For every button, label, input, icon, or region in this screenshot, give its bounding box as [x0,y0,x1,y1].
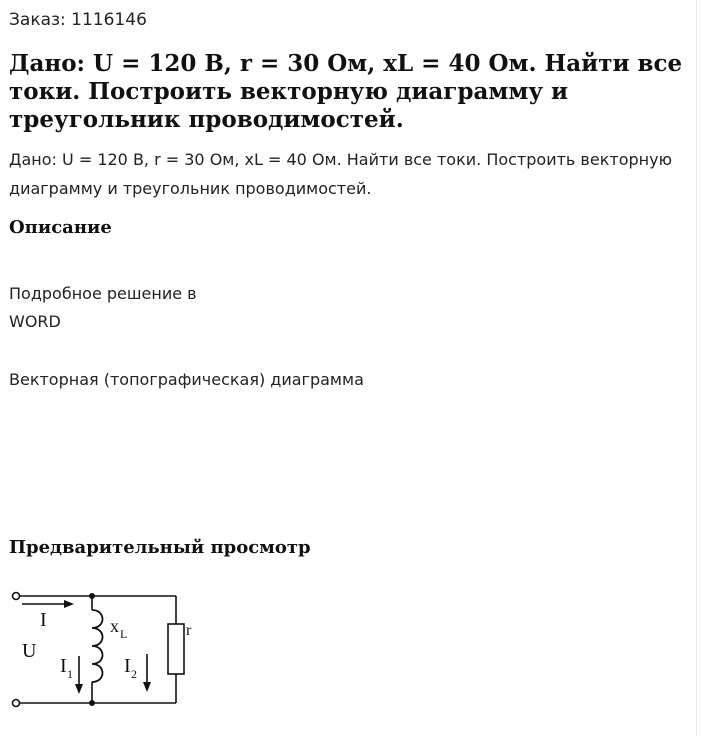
preview-heading: Предварительный просмотр [9,537,311,558]
solution-format: WORD [9,312,61,331]
current-1-subscript: 1 [67,667,73,681]
reactance-subscript: L [120,627,128,641]
circuit-preview [0,580,260,730]
circuit-diagram [0,580,260,730]
current-total-label: I [40,609,47,631]
inductor-coil-icon [92,610,103,682]
resistance-label: r [186,622,192,639]
voltage-label: U [22,640,37,662]
current-2-arrowhead [143,682,151,692]
task-description: Дано: U = 120 В, r = 30 Ом, xL = 40 Ом. Найти все токи. Построить векторную диаграмму и треугольник проводимостей. [9,150,673,198]
current-total-arrowhead [64,600,74,608]
description-heading: Описание [9,217,112,238]
current-1-arrowhead [75,684,83,694]
current-1-label: I [60,655,67,677]
order-number: Заказ: 1116146 [9,10,147,30]
diagram-note: Векторная (топографическая) диаграмма [9,370,364,389]
current-2-subscript: 2 [131,667,137,681]
page-title: Дано: U = 120 В, r = 30 Ом, xL = 40 Ом. Найти все токи. Построить векторную диаграмму и треугольник проводимостей. [9,50,683,133]
solution-note-line: Подробное решение в [9,284,197,303]
terminal-top [13,593,20,600]
current-2-label: I [124,655,131,677]
reactance-label: x [110,616,119,636]
terminal-bottom [13,700,20,707]
resistor-icon [168,624,184,674]
